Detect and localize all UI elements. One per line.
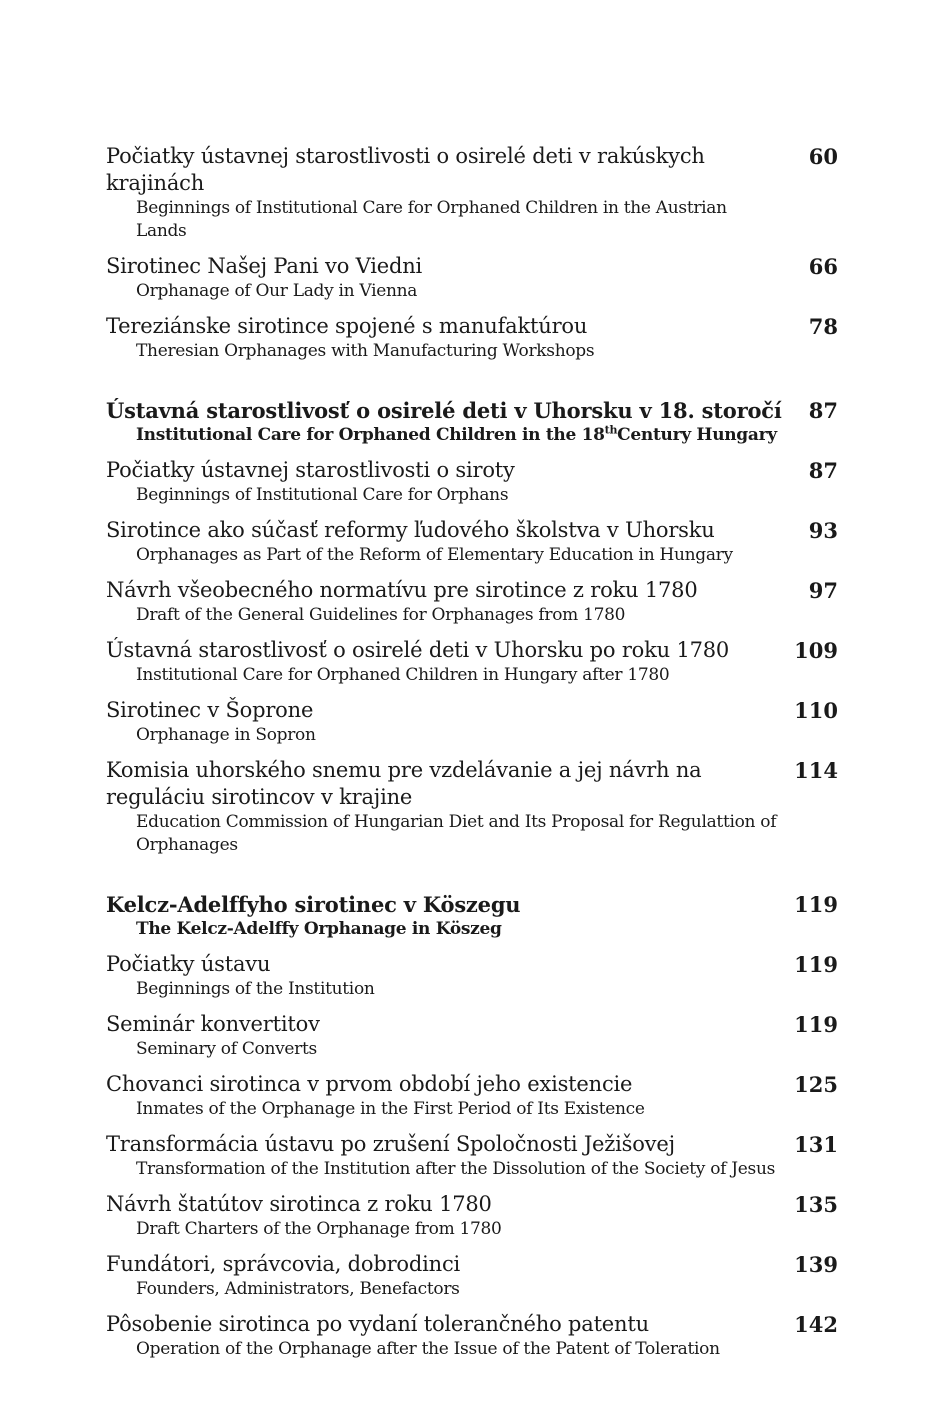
chapter-title-english-part: Institutional Care for Orphaned Children in the 18 (136, 425, 605, 445)
entry-page-number: 139 (794, 1252, 838, 1277)
entry-page-number: 135 (794, 1192, 838, 1217)
toc-entry (106, 1071, 838, 1121)
entry-page-number: 131 (794, 1132, 838, 1157)
toc-entry (106, 517, 838, 567)
toc-entry (106, 313, 838, 363)
toc-entry (106, 1191, 838, 1241)
entry-title-english: Beginnings of the Institution (136, 979, 375, 999)
entry-title-slovak: Návrh všeobecného normatívu pre sirotince z roku 1780 (106, 578, 698, 602)
entry-page-number: 66 (808, 254, 838, 279)
chapter-title-english (106, 424, 838, 447)
table-of-contents (106, 143, 838, 1371)
entry-title-english: Education Commission of Hungarian Diet and Its Proposal for Regulattion of Orphanages (136, 812, 777, 855)
entry-title-slovak: Sirotince ako súčasť reformy ľudového školstva v Uhorsku (106, 518, 715, 542)
entry-title-english: Founders, Administrators, Benefactors (136, 1279, 460, 1299)
toc-entry (106, 757, 838, 857)
entry-page-number: 114 (794, 758, 838, 783)
toc-entry (106, 577, 838, 627)
toc-entry (106, 253, 838, 303)
chapter-title-slovak: Ústavná starostlivosť o osirelé deti v Uhorsku v 18. storočí (106, 398, 782, 423)
entry-title-english: Beginnings of Institutional Care for Orphans (136, 485, 509, 505)
toc-chapter-entry (106, 397, 838, 447)
entry-title-slovak: Fundátori, správcovia, dobrodinci (106, 1252, 461, 1276)
entry-page-number: 119 (794, 952, 838, 977)
toc-entry (106, 1011, 838, 1061)
entry-title-slovak: Ústavná starostlivosť o osirelé deti v Uhorsku po roku 1780 (106, 638, 730, 662)
entry-page-number: 109 (794, 638, 838, 663)
ordinal-suffix: th (604, 423, 618, 437)
toc-entry (106, 1131, 838, 1181)
entry-title-english: Orphanage in Sopron (136, 725, 316, 745)
entry-title-english: Theresian Orphanages with Manufacturing Workshops (136, 341, 595, 361)
toc-chapter-entry (106, 891, 838, 941)
chapter-page-number: 119 (794, 892, 838, 917)
entry-title-slovak: Sirotinec Našej Pani vo Viedni (106, 254, 423, 278)
entry-title-slovak: Transformácia ústavu po zrušení Spoločnosti Ježišovej (106, 1132, 675, 1156)
chapter-title-english: The Kelcz-Adelffy Orphanage in Köszeg (136, 919, 502, 939)
toc-entry (106, 1311, 838, 1361)
entry-page-number: 60 (808, 144, 838, 169)
entry-title-english: Orphanage of Our Lady in Vienna (136, 281, 418, 301)
entry-title-english: Seminary of Converts (136, 1039, 317, 1059)
entry-page-number: 97 (808, 578, 838, 603)
chapter-title-english-part: Century Hungary (617, 425, 777, 445)
chapter-page-number: 87 (808, 398, 838, 423)
toc-entry (106, 951, 838, 1001)
entry-title-slovak: Chovanci sirotinca v prvom období jeho existencie (106, 1072, 633, 1096)
entry-page-number: 93 (808, 518, 838, 543)
entry-title-slovak: Počiatky ústavnej starostlivosti o osirelé deti v rakúskych krajinách (106, 144, 705, 195)
entry-title-english: Orphanages as Part of the Reform of Elementary Education in Hungary (136, 545, 733, 565)
entry-page-number: 87 (808, 458, 838, 483)
entry-page-number: 110 (794, 698, 838, 723)
toc-entry (106, 697, 838, 747)
toc-entry (106, 1251, 838, 1301)
entry-title-english: Beginnings of Institutional Care for Orphaned Children in the Austrian Lands (136, 198, 727, 241)
entry-title-slovak: Tereziánske sirotince spojené s manufaktúrou (106, 314, 588, 338)
toc-entry (106, 637, 838, 687)
entry-title-slovak: Komisia uhorského snemu pre vzdelávanie a jej návrh na reguláciu sirotincov v krajine (106, 758, 702, 809)
entry-title-slovak: Počiatky ústavnej starostlivosti o siroty (106, 458, 515, 482)
entry-page-number: 142 (794, 1312, 838, 1337)
entry-title-slovak: Sirotinec v Šoprone (106, 698, 314, 722)
entry-title-english: Operation of the Orphanage after the Issue of the Patent of Toleration (136, 1339, 720, 1359)
entry-title-slovak: Pôsobenie sirotinca po vydaní tolerančného patentu (106, 1312, 649, 1336)
entry-title-slovak: Návrh štatútov sirotinca z roku 1780 (106, 1192, 492, 1216)
entry-title-slovak: Počiatky ústavu (106, 952, 271, 976)
toc-entry (106, 143, 838, 243)
entry-title-slovak: Seminár konvertitov (106, 1012, 320, 1036)
entry-page-number: 119 (794, 1012, 838, 1037)
chapter-title-slovak: Kelcz-Adelffyho sirotinec v Köszegu (106, 892, 521, 917)
entry-title-english: Draft Charters of the Orphanage from 1780 (136, 1219, 502, 1239)
entry-title-english: Draft of the General Guidelines for Orphanages from 1780 (136, 605, 626, 625)
toc-entry (106, 457, 838, 507)
entry-title-english: Transformation of the Institution after the Dissolution of the Society of Jesus (136, 1159, 776, 1179)
entry-title-english: Institutional Care for Orphaned Children in Hungary after 1780 (136, 665, 670, 685)
entry-page-number: 78 (808, 314, 838, 339)
entry-title-english: Inmates of the Orphanage in the First Period of Its Existence (136, 1099, 645, 1119)
entry-page-number: 125 (794, 1072, 838, 1097)
